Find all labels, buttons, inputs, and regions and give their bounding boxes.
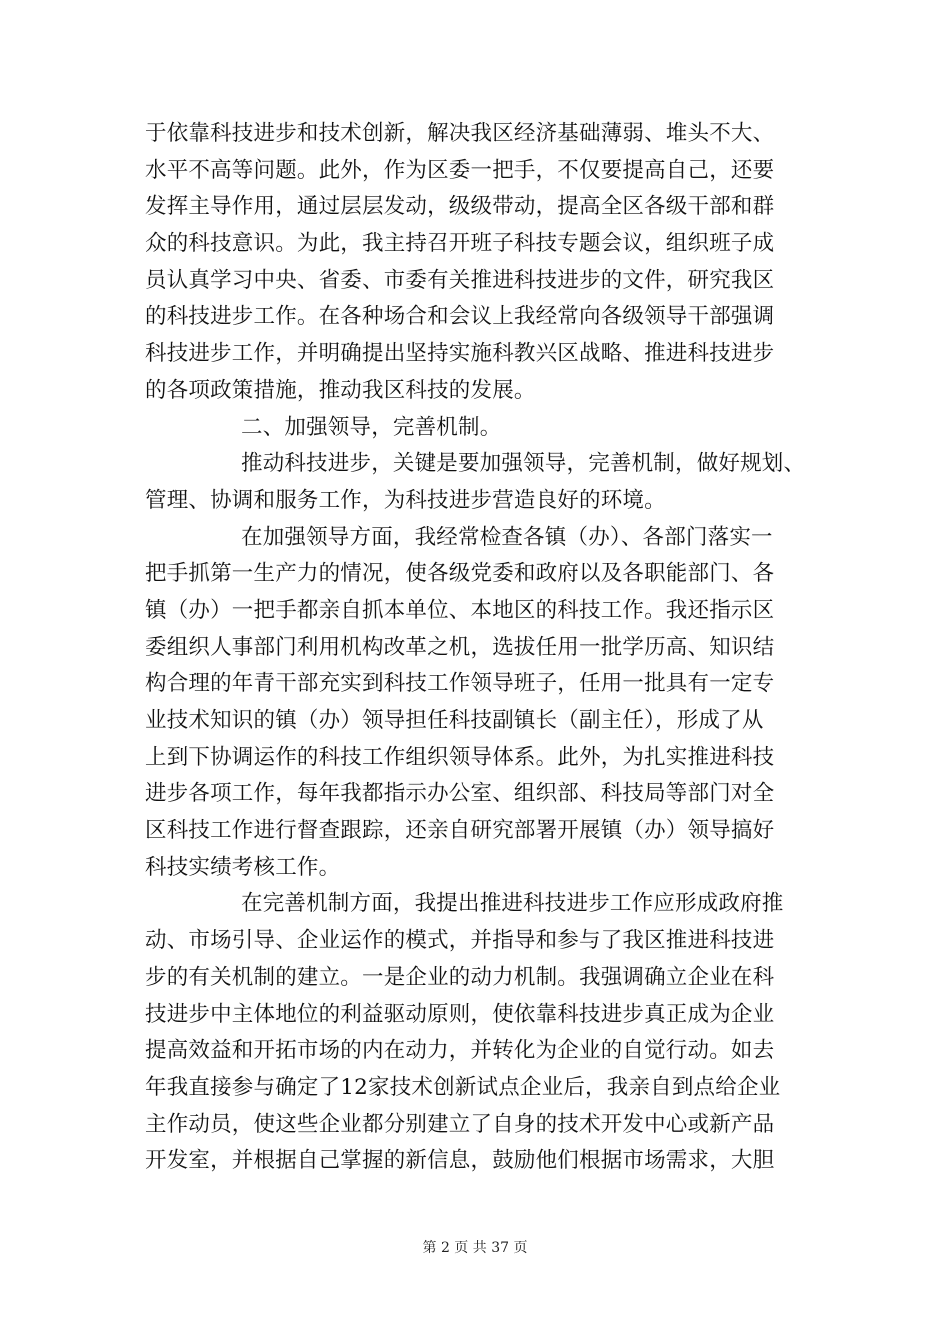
text-line: 步的有关机制的建立。一是企业的动力机制。我强调确立企业在科 (145, 964, 775, 990)
text-line: 动、市场引导、企业运作的模式，并指导和参与了我区推进科技进 (145, 928, 775, 954)
text-line: 在加强领导方面，我经常检查各镇（办）、各部门落实一 (241, 524, 773, 550)
text-line: 科技实绩考核工作。 (145, 854, 341, 880)
text-line: 把手抓第一生产力的情况，使各级党委和政府以及各职能部门、各 (145, 561, 775, 587)
text-line: 在完善机制方面，我提出推进科技进步工作应形成政府推 (241, 891, 784, 917)
text-line: 技进步中主体地位的利益驱动原则，使依靠科技进步真正成为企业 (145, 1001, 775, 1027)
text-line: 管理、协调和服务工作，为科技进步营造良好的环境。 (145, 487, 666, 513)
page-number-footer: 第 2 页 共 37 页 (422, 1240, 528, 1256)
text-line: 发挥主导作用，通过层层发动，级级带动，提高全区各级干部和群 (145, 194, 775, 220)
text-line: 业技术知识的镇（办）领导担任科技副镇长（副主任），形成了从 (145, 708, 764, 733)
text-line: 构合理的年青干部充实到科技工作领导班子，任用一批具有一定专 (145, 671, 775, 697)
text-line: 员认真学习中央、省委、市委有关推进科技进步的文件，研究我区 (145, 267, 775, 293)
text-line: 年我直接参与确定了12家技术创新试点企业后，我亲自到点给企业 (145, 1074, 781, 1100)
text-line: 区科技工作进行督查跟踪，还亲自研究部署开展镇（办）领导搞好 (145, 818, 775, 844)
body-text (145, 116, 807, 1180)
text-line: 水平不高等问题。此外，作为区委一把手，不仅要提高自己，还要 (145, 157, 775, 183)
text-line: 提高效益和开拓市场的内在动力，并转化为企业的自觉行动。如去 (145, 1038, 775, 1064)
section-heading: 二、加强领导，完善机制。 (241, 414, 502, 440)
text-line: 进步各项工作，每年我都指示办公室、组织部、科技局等部门对全 (145, 781, 775, 807)
text-line: 推动科技进步，关键是要加强领导，完善机制，做好规划、 (241, 451, 806, 477)
text-line: 委组织人事部门利用机构改革之机，选拔任用一批学历高、知识结 (145, 634, 775, 660)
text-line: 于依靠科技进步和技术创新，解决我区经济基础薄弱、堆头不大、 (145, 121, 775, 146)
text-line: 的各项政策措施，推动我区科技的发展。 (145, 377, 536, 403)
text-line: 的科技进步工作。在各种场合和会议上我经常向各级领导干部强调 (145, 304, 775, 330)
text-line: 镇（办）一把手都亲自抓本单位、本地区的科技工作。我还指示区 (145, 597, 775, 623)
text-line: 开发室，并根据自己掌握的新信息，鼓励他们根据市场需求，大胆 (145, 1148, 775, 1174)
text-line: 上到下协调运作的科技工作组织领导体系。此外，为扎实推进科技 (145, 744, 775, 770)
text-line: 主作动员，使这些企业都分别建立了自身的技术开发中心或新产品 (145, 1111, 775, 1137)
text-line: 科技进步工作，并明确提出坚持实施科教兴区战略、推进科技进步 (145, 341, 775, 367)
text-line: 众的科技意识。为此，我主持召开班子科技专题会议，组织班子成 (145, 231, 775, 257)
